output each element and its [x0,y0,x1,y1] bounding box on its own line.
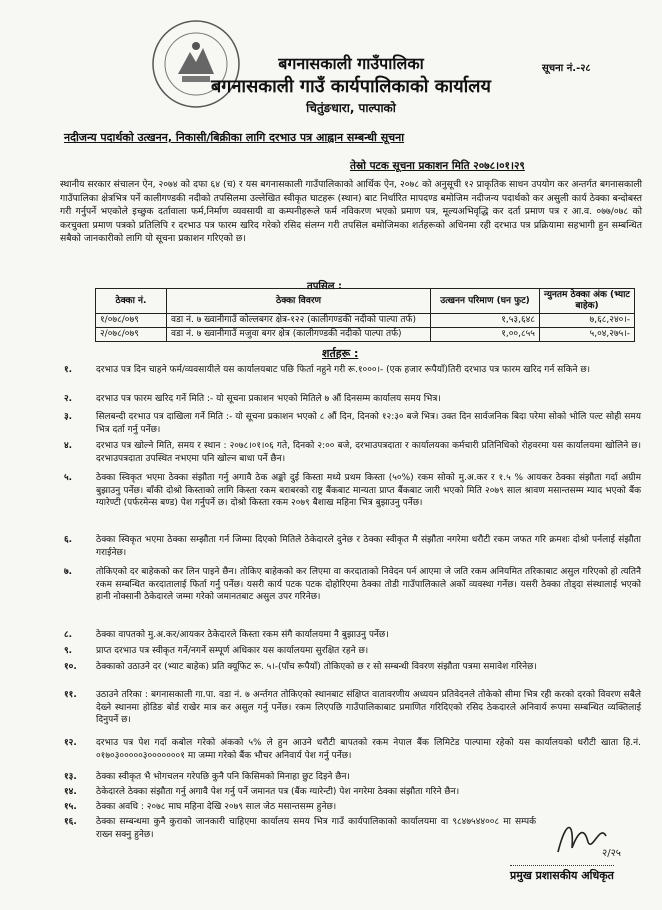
condition-number: ११. [64,690,77,700]
table-row [96,328,635,342]
condition-text: ठेकेदारले ठेक्का संझौता गर्नु अगावै पेश गर्नु पर्ने जमानत पत्र (बैंक ग्यारेन्टी) पेश नगरेमा ठेक्का संझौता गरिने छैन। [96,787,460,797]
condition-number: ३. [64,412,73,422]
condition-text: ठेक्काको उठाउने दर (भ्याट बाहेक) प्रति क्यूफिट रू. ५।-(पाँच रूपैयाँ) तोकिएको छ र सो सम्बन्धी विवरण संझौता पत्रमा समावेश गरिनेछ। [96,662,537,672]
condition-text: तोकिएको दर बाहेकको कर लिन पाइने छैन। तोकिए बाहेकको कर लिएमा वा करदाताको निवेदन पर्न आएमा जे जति रकम अनियमित तरिकाबाट असुल गरिएको हो त्यतिनै रकम सम्बन्धित करदातालाई फिर्ता गर्नु पर्नेछ। यसरी कार्य पटक पटक दोहोरिएमा ठेक्का तोडी गाउँपालिकाले अर्को व्यवस्था गर्नेछ। यसरी ठेक्का तोड्दा संस्थालाई भएको हानी नोक्सानी ठेकेदारले जम्मा गरेको जमानतबाट असुल उपर गरिनेछ। [96,567,641,602]
header-quantity: उत्खनन परिमाण (घन फुट) [431,289,540,314]
contract-description: वडा नं. ७ ख्वानीगाउँ मजुवा बगर क्षेत्र (कालीगण्डकी नदीको पाल्पा तर्फ) [167,328,431,342]
header-description: ठेक्का विवरण [167,289,431,314]
condition-text: ठेक्का स्विकृत भएमा ठेक्का संझौता गर्नु अगावै ठेक अङ्को दुई किस्ता मध्ये प्रथम किस्ता (५०%) रकम सोको मु.अ.कर र १.५ % आयकर ठेक्का संझौता गर्दा अग्रीम बुझाउनु पर्नेछ। बाँकी दोश्रो किस्ताको लागि किस्ता रकम बराबरको राष्ट्र बैंकबाट मान्यता प्राप्त बैंकबाट जारी भएको मिति २०७९ साल श्रावण मसान्तसम्म म्याद भएको बैंक ग्यारेण्टी (पर्फरमेन्स बण्ड) पेश गर्नुपर्ने छ। दोश्रो किस्ता रकम २०७९ बैशाख महिना भित्र बुझाउनु पर्नेछ। [96,473,641,508]
condition-number: ६. [64,535,73,545]
contract-no: २/०७८/०७९ [96,328,167,342]
condition-text: ठेक्का वापतको मु.अ.कर/आयकर ठेकेदारले किस्ता रकम संगै कार्यालयमा नै बुझाउनु पर्नेछ। [96,630,389,640]
condition-number: २. [64,394,73,404]
condition-text: दरभाउ पत्र पेश गर्दा कबोल गरेको अंकको ५% ले हुन आउने धरौटी बापतको रकम नेपाल बैंक लिमिटेड पाल्पामा रहेको यस कार्यालयको धरौटी खाता हि.नं. ०१७०३०००००३०००००००१ मा जम्मा गरेको बैंक भौचर अनिवार्य पेश गर्नु पर्नेछ। [96,738,641,761]
condition-text: सिलबन्दी दरभाउ पत्र दाखिला गर्ने मिति :- यो सूचना प्रकाशन भएको ८ औं दिन, दिनको १२:३० बजे भित्र। उक्त दिन सार्वजनिक बिदा परेमा सोको भोलि पल्ट सोही समय भित्र दर्ता गर्नु पर्नेछ। [96,412,641,435]
condition-text: प्राप्त दरभाउ पत्र स्वीकृत गर्ने/नगर्ने सम्पूर्ण अधिकार यस कार्यालयमा सुरक्षित रहने छ। [96,646,369,656]
condition-number: ८. [64,630,73,640]
table-header-row [96,289,635,314]
contract-no: १/०७८/०७९ [96,314,167,328]
condition-number: १४. [64,787,77,797]
intro-paragraph: स्थानीय सरकार संचालन ऐन, २०७४ को दफा ६४ (च) र यस बगनासकाली गाउँपालिकाको आर्थिक ऐन, २०७८ को अनुसूची १२ प्राकृतिक साधन उपयोग कर अन्तर्गत बगनासकाली गाउँपालिका क्षेत्रभित्र पर्ने कालीगण्डकी नदीको तपसिलमा उल्लेखित स्वीकृत घाटहरू (स्थान) बाट निर्धारित मापदण्ड बमोजिम नदीजन्य पदार्थको कर असुली कार्य ठेक्का बन्दोबस्त गरी गर्नुपर्ने भएकोले इच्छुक दर्तावाला फर्म,निर्माण व्यवसायी वा कम्पनीहरूले फर्म नविकरण भएको प्रमाण पत्र, मूल्यअभिवृद्धि कर दर्ता प्रमाण पत्र र आ.व. ०७७/०७८ को करचुक्ता प्रमाण पत्रको प्रतिलिपि र दरभाउ पत्र फारम खरिद गरेको रसिद संलग्न गरी तपसिल बमोजिमका शर्तहरूको अधिनमा रही दरभाउ पत्र प्रक्रियामा सहभागी हुन सम्बन्धित सबैको जानकारीको लागि यो सूचना प्रकाशन गरिएको छ। [60,179,642,244]
condition-number: १६. [64,817,77,827]
condition-number: ९. [64,646,73,656]
condition-number: १५. [64,802,77,812]
condition-number: १. [64,365,73,375]
contract-table [95,288,635,342]
condition-text: दरभाउ पत्र फारम खरिद गर्ने मिति :- यो सूचना प्रकाशन भएको मितिले ७ औं दिनसम्म कार्यालय समय भित्र। [96,394,441,404]
contract-quantity: १,५३,६४८ [431,314,540,328]
contract-quantity: १,००,८५५ [431,328,540,342]
office-name: बगनासकाली गाउँ कार्यपालिकाको कार्यालय [211,76,491,97]
header-min-amount: न्युनतम ठेक्का अंक (भ्याट बाहेक) [540,289,635,314]
table-row [96,314,635,328]
conditions-title: शर्तहरू : [322,347,359,360]
officer-title: प्रमुख प्रशासकीय अधिकृत [510,865,614,883]
condition-number: १२. [64,738,77,748]
condition-text: ठेक्का स्वीकृत भै भोगचलन गरेपछि कुनै पनि किसिमको मिनाहा छुट दिइने छैन। [96,772,350,782]
office-address: चितुंङधारा, पाल्पाको [306,101,396,115]
contract-description: वडा नं. ७ ख्वानीगाउँ कोल्लबगर क्षेत्र-१२२ (कालीगण्डकी नदीको पाल्पा तर्फ) [167,314,431,328]
condition-number: १०. [64,662,77,672]
condition-text: दरभाउ पत्र दिन चाहने फर्म/व्यवसायीले यस कार्यालयबाट पछि फिर्ता नहुने गरी रू.१०००।- (एक हजार रूपैयाँ)तिरी दरभाउ पत्र फारम खरिद गर्न सकिने छ। [96,365,591,375]
contract-min-amount: ५,०४,२७५।- [540,328,635,342]
condition-text: ठेक्का अवधि : २०७८ माघ महिना देखि २०७९ साल जेठ मसान्तसम्म हुनेछ। [96,802,337,812]
contract-min-amount: ७,६८,२४०।- [540,314,635,328]
signature-date: २/२५ [602,848,621,859]
condition-text: उठाउने तरिका : बगनासकाली गा.पा. वडा नं. ७ अर्न्तगत तोकिएको स्थानबाट संक्षिप्त वातावरणीय अध्ययन प्रतिवेदनले तोकेको सीमा भित्र रही करको दरको विवरण सबैले देख्ने स्थानमा होडिङ बोर्ड राखेर मात्र कर असुल गर्नु पर्नेछ। रकम लिएपछि गाउँपालिकाबाट प्रमाणित गरिदिएको रसिद ठेकदारले अनिवार्य रूपमा सम्बन्धित व्यक्तिलाई दिनुपर्ने छ। [96,690,641,725]
condition-text: दरभाउ पत्र खोल्ने मिति, समय र स्थान : २०७८।०१।०६ गते, दिनको २:०० बजे, दरभाउपत्रदाता र कार्यालयका कर्मचारी प्रतिनिधिको रोहवरमा यस कार्यालयमा खोलिने छ। दरभाउपत्रदाता उपस्थित नभएमा पनि खोल्न बाधा पर्ने छैन। [96,441,641,464]
condition-text: ठेक्का स्विकृत भएमा ठेक्का सम्झौता गर्न जिम्मा दिएको मितिले ठेकेदारले दुनेछ र ठेक्का स्वीकृत मै संझौता नगरेमा धरौटी रकम जफत गरि क्रमशः दोश्रो पर्नलाई संझौता गराईनेछ। [96,535,641,558]
municipality-name: बगनासकाली गाउँपालिका [278,54,424,73]
officer-signature [548,812,638,862]
notice-number: सूचना नं.-२८ [542,63,591,74]
condition-number: ४. [64,441,73,451]
condition-text: ठेक्का सम्बन्धमा कुनै कुराको जानकारी चाहिएमा कार्यालय समय भित्र गाउँ कार्यपालिकाको कार्यालयमा वा ९८४७५४४००८ मा सम्पर्क राख्न सक्नु हुनेछ। [96,817,536,840]
header-contract-no: ठेक्का नं. [96,289,167,314]
details-label: तपसिल : [307,281,342,292]
notice-subject: नदीजन्य पदार्थको उत्खनन, निकासी/बिक्रीका लागि दरभाउ पत्र आह्वान सम्बन्धी सूचना [64,131,405,144]
condition-number: १३. [64,772,77,782]
condition-number: ५. [64,473,73,483]
condition-number: ७. [64,567,73,577]
publication-date: तेस्रो पटक सूचना प्रकाशन मिति २०७८।०१।२९ [350,160,525,172]
